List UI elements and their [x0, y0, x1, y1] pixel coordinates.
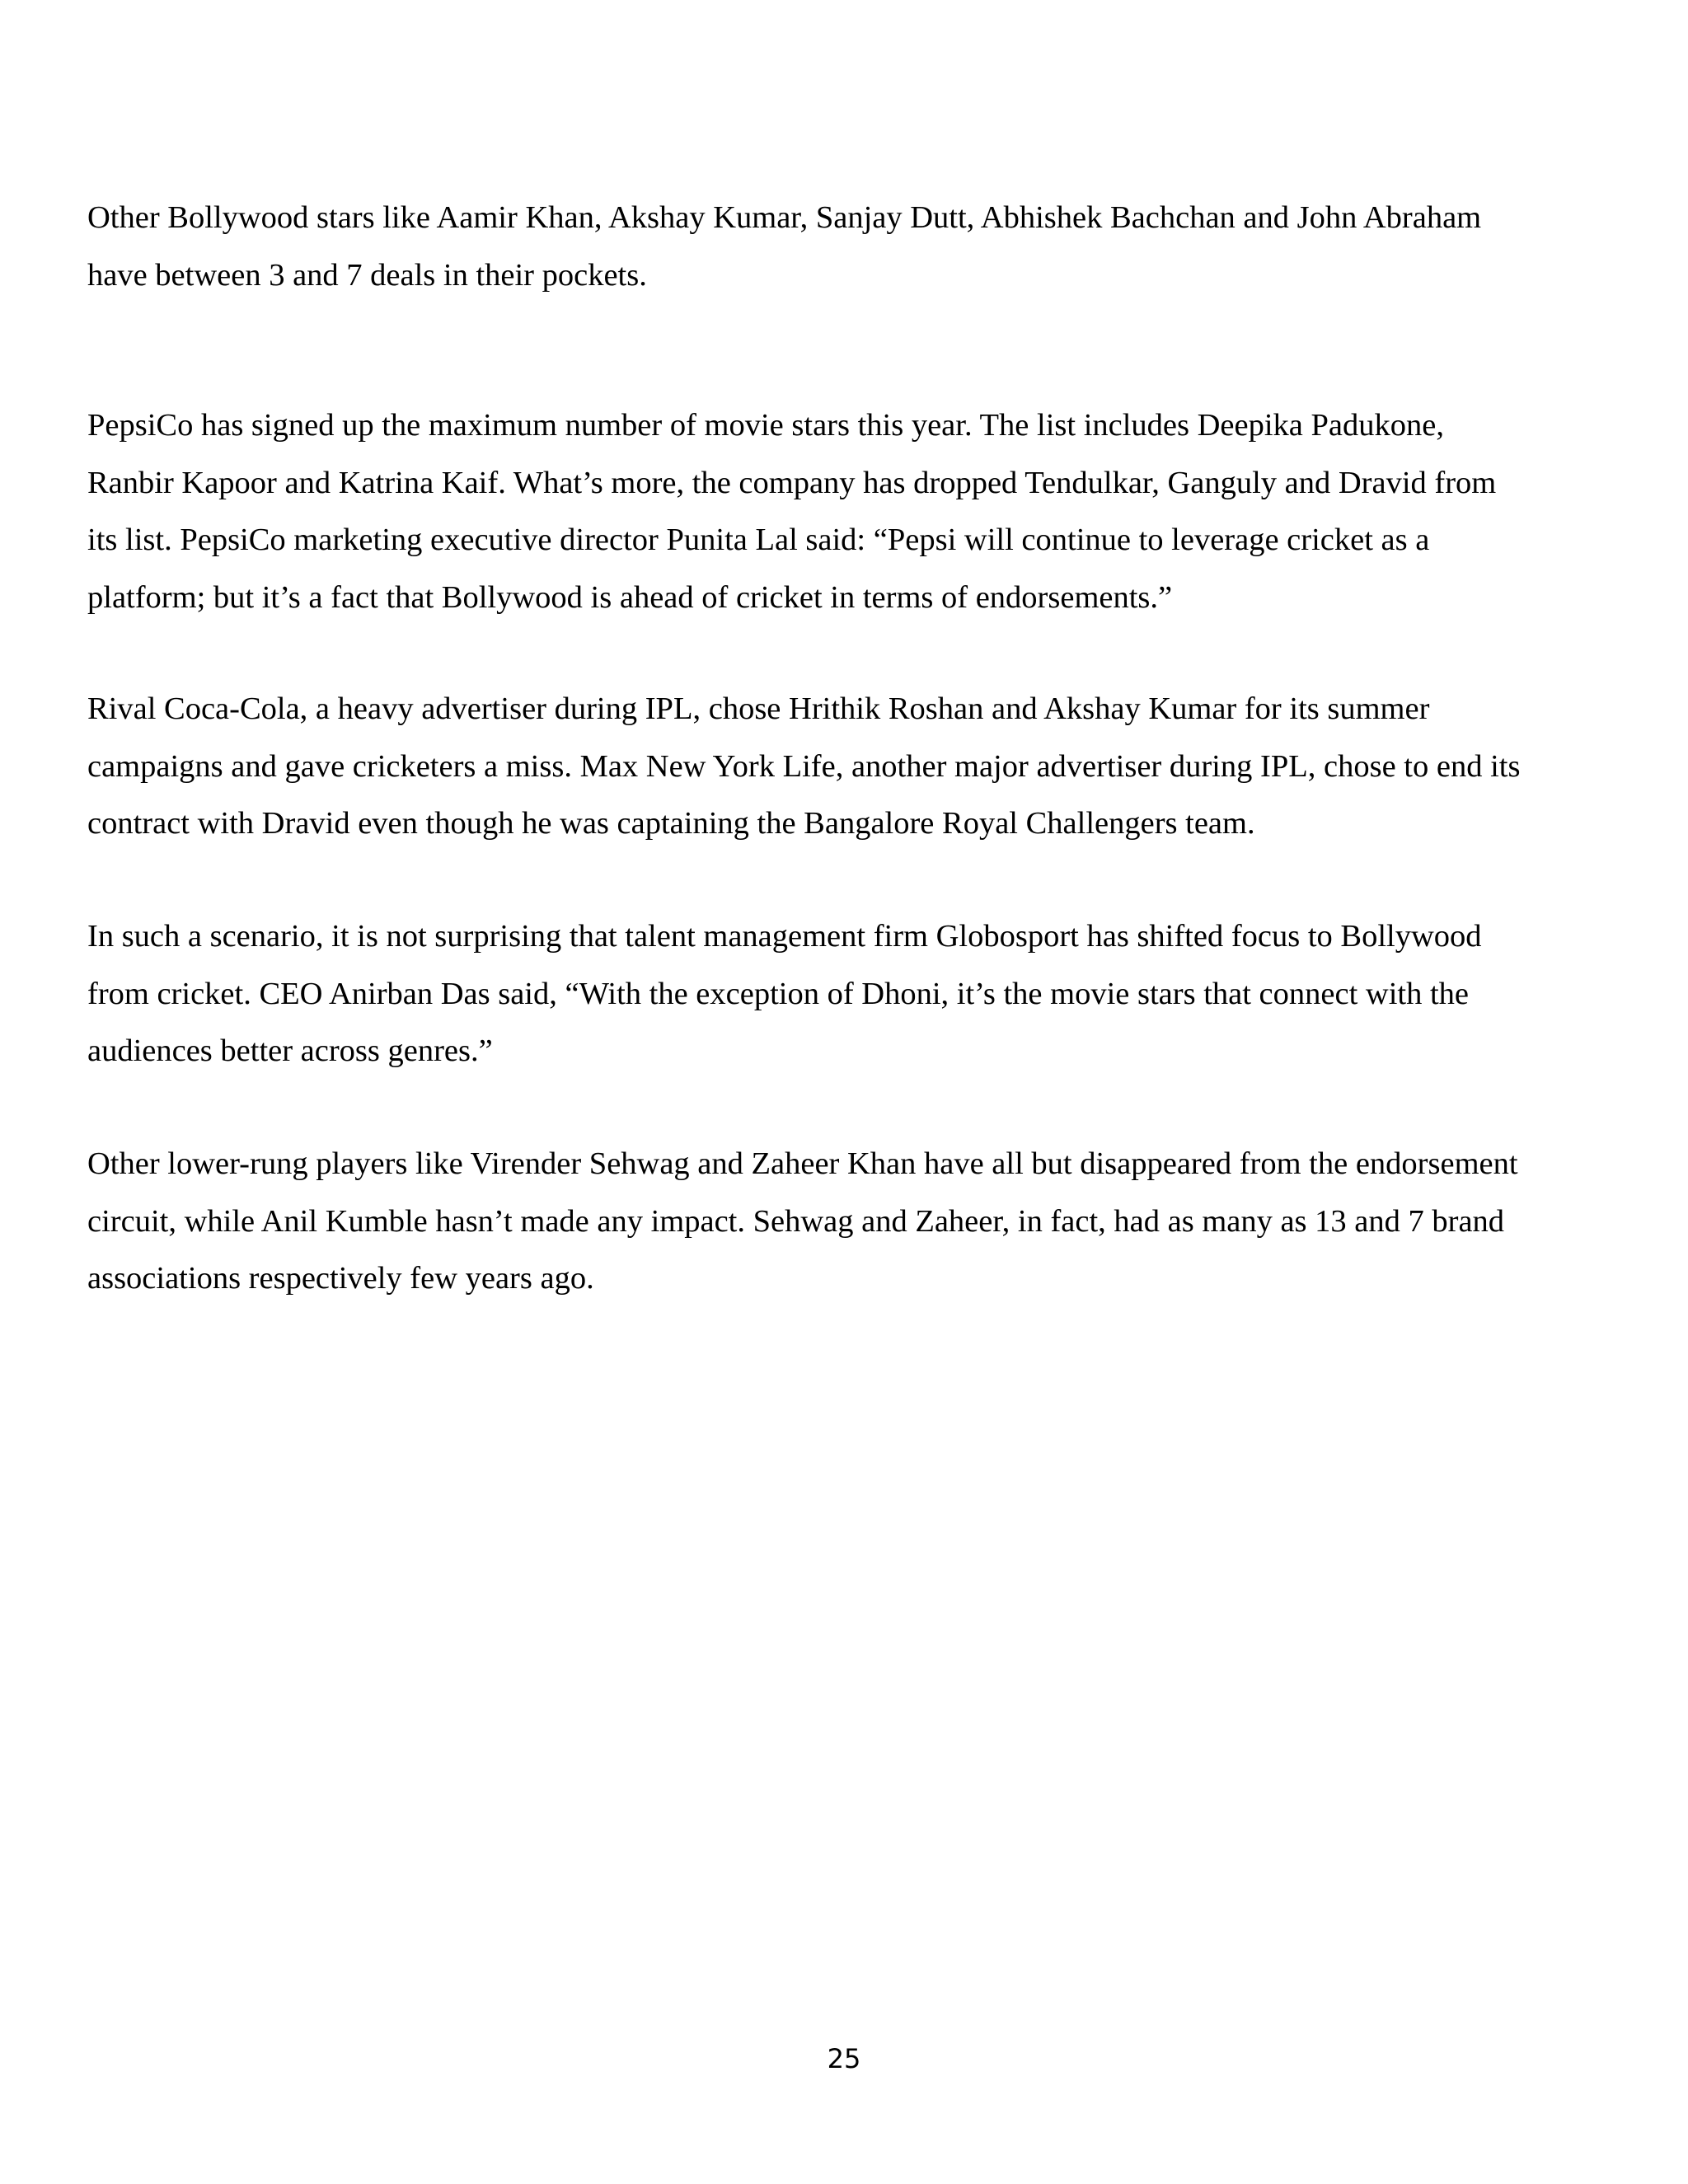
paragraph-line: from cricket. CEO Anirban Das said, “With the exception of Dhoni, it’s the movie stars that connect with the — [87, 976, 1469, 1011]
page-number: 25 — [827, 2043, 861, 2074]
paragraph-line: campaigns and gave cricketers a miss. Max New York Life, another major advertiser during IPL, chose to end its — [87, 748, 1521, 784]
paragraph-globosport — [87, 908, 1637, 1080]
paragraph-line: PepsiCo has signed up the maximum number of movie stars this year. The list includes Deepika Padukone, — [87, 408, 1444, 443]
paragraph-coca-cola — [87, 681, 1637, 853]
paragraph-line: platform; but it’s a fact that Bollywood is ahead of cricket in terms of endorsements.” — [87, 579, 1173, 615]
paragraph-line: circuit, while Anil Kumble hasn’t made any impact. Sehwag and Zaheer, in fact, had as many as 13 and 7 brand — [87, 1203, 1505, 1239]
paragraph-line: Other lower-rung players like Virender Sehwag and Zaheer Khan have all but disappeared from the endorsement — [87, 1146, 1518, 1181]
paragraph-line: have between 3 and 7 deals in their pockets. — [87, 257, 647, 293]
paragraph-line: audiences better across genres.” — [87, 1033, 493, 1068]
paragraph-line: Rival Coca-Cola, a heavy advertiser during IPL, chose Hrithik Roshan and Akshay Kumar for its summer — [87, 691, 1430, 726]
paragraph-line: contract with Dravid even though he was captaining the Bangalore Royal Challengers team. — [87, 806, 1255, 841]
paragraph-line: Ranbir Kapoor and Katrina Kaif. What’s more, the company has dropped Tendulkar, Ganguly and Dravid from — [87, 465, 1497, 500]
paragraph-bollywood-stars — [87, 190, 1637, 304]
paragraph-line: its list. PepsiCo marketing executive director Punita Lal said: “Pepsi will continue to leverage cricket as a — [87, 523, 1430, 557]
paragraph-lower-rung-players — [87, 1136, 1637, 1308]
paragraph-line: Other Bollywood stars like Aamir Khan, Akshay Kumar, Sanjay Dutt, Abhishek Bachchan and John Abraham — [87, 200, 1482, 235]
paragraph-line: associations respectively few years ago. — [87, 1261, 594, 1296]
paragraph-pepsico — [87, 397, 1637, 626]
paragraph-line: In such a scenario, it is not surprising that talent management firm Globosport has shifted focus to Bollywood — [87, 919, 1482, 954]
